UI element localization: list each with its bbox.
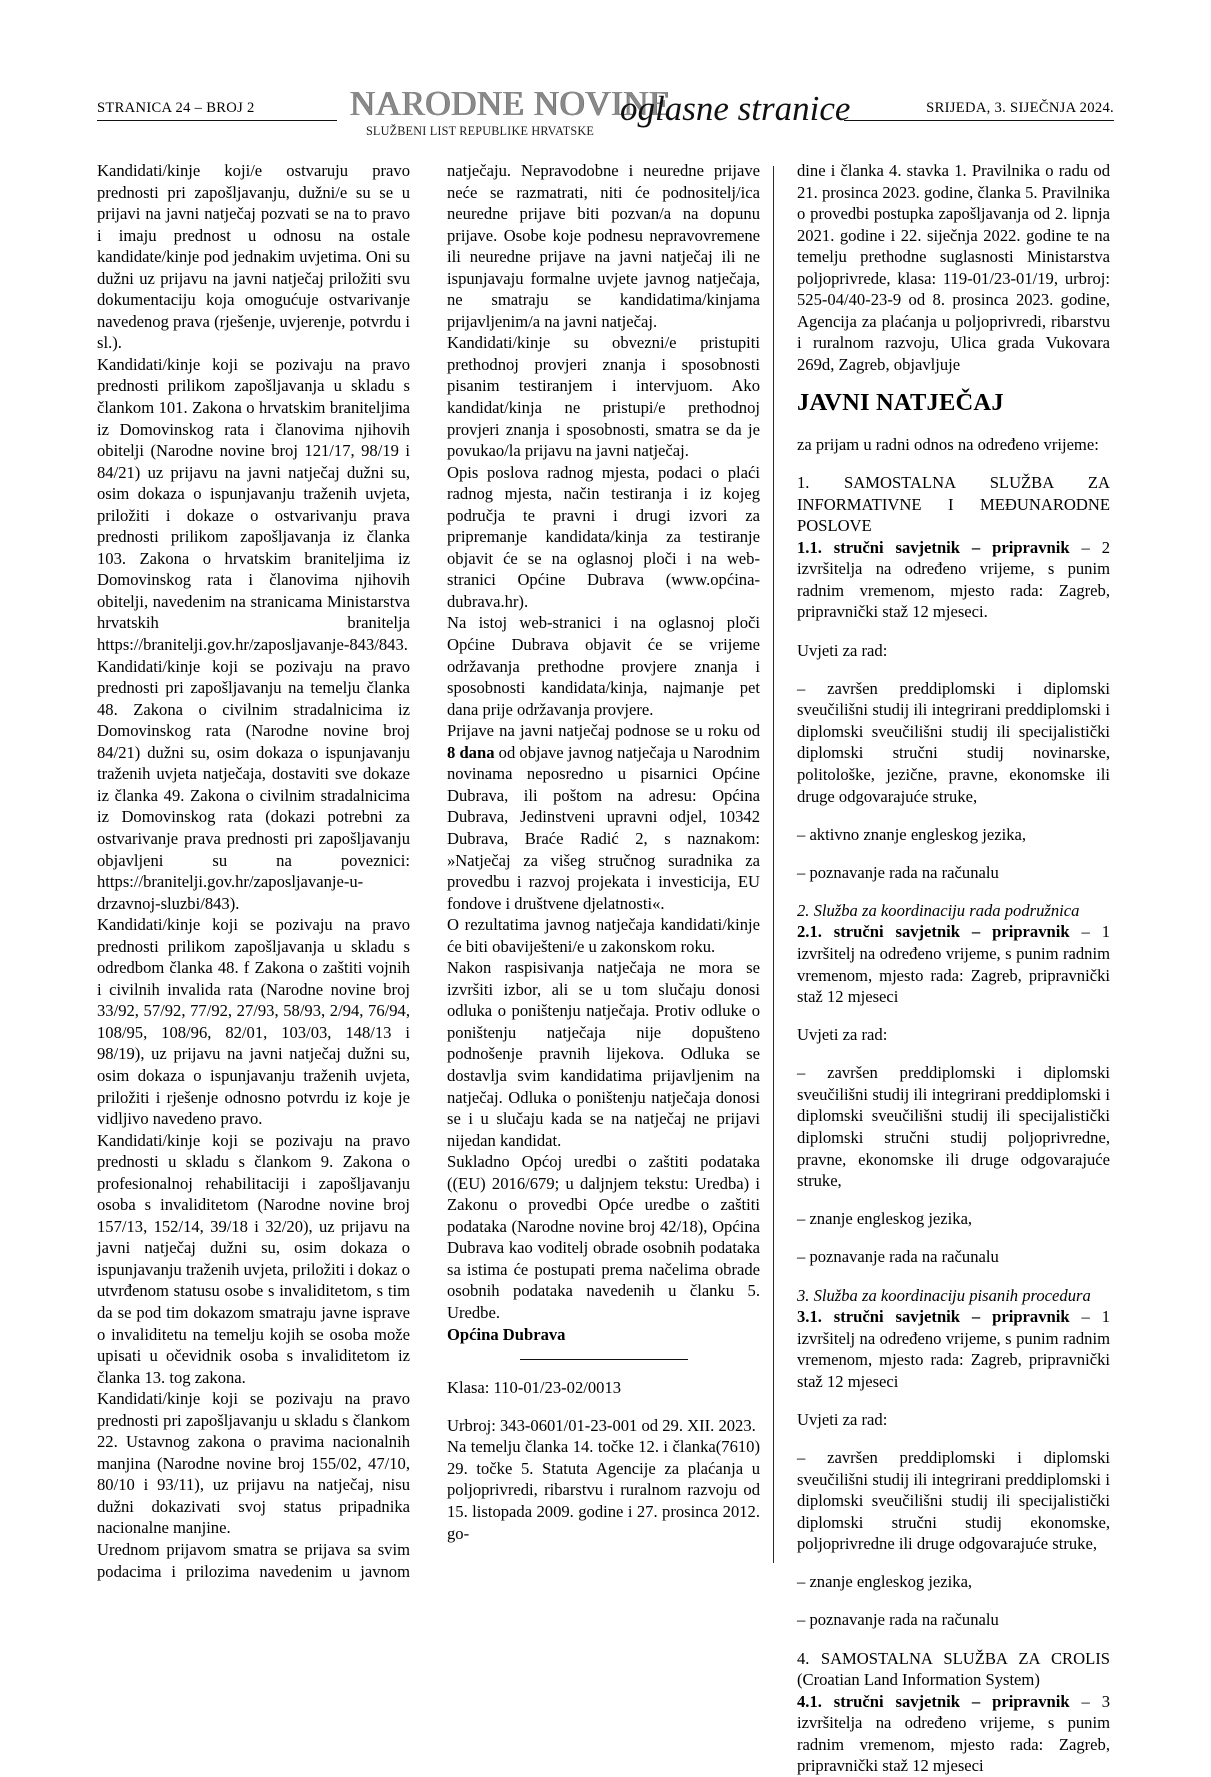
job-listing [797, 1306, 1110, 1392]
publication-subtitle: SLUŽBENI LIST REPUBLIKE HRVATSKE [365, 123, 595, 138]
masthead [97, 86, 1114, 142]
paragraph: Opis poslova radnog mjesta, podaci o plaći radnog mjesta, način testiranja i iz kojeg područja te pravni i drugi izvori za pripremanje kandidata/kinja za testiranje objavit će se na oglasnoj ploči i na web-stranici Općine Dubrava (www.općina-dubrava.hr). [447, 462, 760, 611]
publication-title: NARODNE NOVINE [350, 84, 671, 123]
deadline-days: 8 dana [447, 742, 495, 762]
section-title: oglasne stranice [620, 89, 851, 128]
page-number-label: STRANICA 24 – BROJ 2 [97, 100, 255, 116]
notice-legal-basis: dine i članka 4. stavka 1. Pravilnika o radu od 21. prosinca 2023. godine, članka 5. Pravilnika o provedbi postupka zapošljavanja od 2. lipnja 2021. godine i 22. siječnja 2022. godine te na temelju prethodne suglasnosti Ministarstva poljoprivrede, klasa: 119-01/23-01/19, urbroj: 525-04/40-23-9 od 8. prosinca 2023. godine, Agencija za plaćanja u poljoprivredi, ribarstvu i ruralnom razvoju, Ulica grada Vukovara 269d, Zagreb, objavljuje [797, 161, 1110, 374]
service-heading: 3. Služba za koordinaciju pisanih procedura [797, 1285, 1091, 1305]
condition-item: – poznavanje rada na računalu [797, 1247, 999, 1267]
article-columns [97, 160, 1114, 1776]
masthead-right [844, 100, 1114, 121]
job-detail: – 2 izvršitelja na određeno vrijeme, s punim radnim vremenom, mjesto rada: Zagreb, pripravnički staž 12 mjeseci. [797, 537, 1110, 622]
section-divider [520, 1359, 688, 1360]
job-title: 4.1. stručni savjetnik – pripravnik [797, 1691, 1070, 1711]
condition-item: – znanje engleskog jezika, [797, 1572, 973, 1592]
paragraph: Kandidati/kinje su obvezni/e pristupiti prethodnoj provjeri znanja i sposobnosti pisanim testiranjem i intervjuom. Ako kandidat/kinja ne pristupi/e prethodnoj provjeri znanja i sposobnosti, smatra se da je povukao/la prijavu na javni natječaj. [447, 333, 760, 461]
masthead-right-rule [844, 120, 1114, 121]
job-title: 1.1. stručni savjetnik – pripravnik [797, 537, 1070, 557]
deadline-text-before: Prijave na javni natječaj podnose se u roku od [447, 721, 760, 741]
ad-reference-number: (7610) [715, 1437, 760, 1457]
issue-date-label: SRIJEDA, 3. SIJEČNJA 2024. [926, 100, 1114, 116]
job-title: 3.1. stručni savjetnik – pripravnik [797, 1307, 1070, 1327]
job-detail: – 1 izvršitelj na određeno vrijeme, s punim radnim vremenom, mjesto rada: Zagreb, pripravnički staž 12 mjeseci [797, 922, 1110, 1007]
condition-item: – završen preddiplomski i diplomski sveučilišni studij ili integrirani preddiplomski i diplomski sveučilišni studij ili specijalistički diplomski stručni studij novinarske, politološke, jezične, pravne, ekonomske ili druge odgovarajuće struke, [797, 678, 1110, 806]
paragraph: Sukladno Općoj uredbi o zaštiti podataka ((EU) 2016/679; u daljnjem tekstu: Uredba) i Zakonu o provedbi Opće uredbe o zaštiti podataka (Narodne novine broj 42/18), Općina Dubrava kao voditelj obrade osobnih podataka sa istima će postupati prema načelima obrade osobnih podataka navedenih u članku 5. Uredbe. [447, 1152, 760, 1322]
column-2 [447, 160, 760, 1544]
notice-subheading: za prijam u radni odnos na određeno vrijeme: [797, 435, 1099, 455]
notice-heading: JAVNI NATJEČAJ [797, 389, 1004, 417]
signature-authority: Općina Dubrava [447, 1324, 566, 1344]
masthead-center [350, 84, 671, 139]
service-heading: 1. SAMOSTALNA SLUŽBA ZA INFORMATIVNE I MEĐUNARODNE POSLOVE [797, 473, 1110, 536]
paragraph: Kandidati/kinje koji se pozivaju na pravo prednosti u skladu s člankom 9. Zakona o profesionalnoj rehabilitaciji i zapošljavanju osoba s invaliditetom (Narodne novine broj 157/13, 152/14, 39/18 i 32/20), uz prijavu na javni natječaj dužni su, osim dokaza o ispunjavanju traženih uvjeta, priložiti i dokaz o utvrđenom statusu osobe s invaliditetom, s tim da se pod tim dokazom smatraju javne isprave o invaliditetu na temelju kojih se osoba može upisati u očevidnik osoba s invaliditetom iz članka 13. tog zakona. [97, 1130, 410, 1387]
job-listing [797, 921, 1110, 1007]
condition-item: – završen preddiplomski i diplomski sveučilišni studij ili integrirani preddiplomski i diplomski sveučilišni studij ili specijalistički diplomski stručni studij ekonomske, poljoprivredne ili druge odgovarajuće struke, [797, 1448, 1110, 1554]
masthead-left-rule [97, 120, 337, 121]
condition-item: – poznavanje rada na računalu [797, 862, 999, 882]
klasa-reference: Klasa: 110-01/23-02/0013 [447, 1377, 622, 1397]
service-heading: 4. SAMOSTALNA SLUŽBA ZA CROLIS (Croatian Land Information System) [797, 1648, 1110, 1690]
paragraph: Na istoj web-stranici i na oglasnoj ploči Općine Dubrava objavit će se vrijeme održavanja prethodne provjere znanja i sposobnosti kandidata/kinja, najmanje pet dana prije održavanja provjere. [447, 613, 760, 719]
service-heading: 2. Služba za koordinaciju rada podružnica [797, 900, 1080, 920]
column-3 [797, 160, 1110, 1777]
condition-item: – aktivno znanje engleskog jezika, [797, 824, 1027, 844]
conditions-label: Uvjeti za rad: [797, 640, 888, 660]
paragraph: Nakon raspisivanja natječaja ne mora se izvršiti izbor, ali se u tom slučaju donosi odluka o poništenju natječaja. Protiv odluke o poništenju natječaja nije dopušteno podnošenje pravnih lijekova. Odluka se dostavlja svim kandidatima prijavljenim na natječaj. Odluka o poništenju natječaja donosi se i u slučaju kada se na natječaj ne prijavi nijedan kandidat. [447, 958, 760, 1150]
paragraph: Kandidati/kinje koji se pozivaju na pravo prednosti prilikom zapošljavanja u skladu s odredbom članka 48. f Zakona o zaštiti vojnih i civilnih invalida rata (Narodne novine broj 33/92, 57/92, 77/92, 27/93, 58/93, 2/94, 76/94, 108/95, 108/96, 82/01, 103/03, 148/13 i 98/19), uz prijavu na javni natječaj dužni su, osim dokaza o ispunjavanju traženih uvjeta, priložiti i rješenje odnosno potvrdu iz koje je vidljivo navedeno pravo. [97, 915, 410, 1129]
paragraph: Kandidati/kinje koji se pozivaju na pravo prednosti pri zapošljavanju na temelju članka 48. Zakona o civilnim stradalnicima iz Domovinskog rata (Narodne novine broj 84/21) dužni su, osim dokaza o ispunjavanju traženih uvjeta natječaja, dostaviti sve dokaze iz članka 49. Zakona o civilnim stradalnicima iz Domovinskog rata (dokazi potrebni za ostvarivanje prava prednosti pri zapošljavanju objavljeni su na poveznici: https://branitelji.gov.hr/zaposljavanje-u-drzavnoj-sluzbi/843). [97, 656, 410, 913]
condition-item: – znanje engleskog jezika, [797, 1209, 973, 1229]
next-notice-intro: Na temelju članka 14. točke 12. i članka 29. točke 5. Statuta Agencije za plaćanja u poljoprivredi, ribarstvu i ruralnom razvoju od 15. listopada 2009. godine i 27. prosinca 2012. go- [447, 1437, 760, 1543]
job-detail: – 1 izvršitelj na određeno vrijeme, s punim radnim vremenom, mjesto rada: Zagreb, pripravnički staž 12 mjeseci [797, 1307, 1110, 1391]
application-deadline-paragraph [447, 720, 760, 914]
paragraph: Urednom prijavom smatra se prijava sa svim podacima i prilozima navedenim u javnom [97, 1540, 410, 1581]
job-title: 2.1. stručni savjetnik – pripravnik [797, 922, 1070, 942]
paragraph: Kandidati/kinje koji se pozivaju na pravo prednosti pri zapošljavanju u skladu s člankom 22. Ustavnog zakona o pravima nacionalnih manjina (Narodne novine broj 155/02, 47/10, 80/10 i 93/11), uz prijavu na natječaj, nisu dužni dokazivati svoj status pripadnika nacionalne manjine. [97, 1389, 410, 1538]
paragraph: natječaju. Nepravodobne i neuredne prijave neće se razmatrati, niti će podnositelj/ica neuredne prijave biti pozvan/a na dopunu prijave. Osobe koje podnesu nepravovremene ili neuredne prijave na javni natječaj ili ne ispunjavaju formalne uvjete javnog natječaja, ne smatraju se kandidatima/kinjama prijavljenim/a na javni natječaj. [447, 161, 760, 331]
paragraph: Kandidati/kinje koji/e ostvaruju pravo prednosti pri zapošljavanju, dužni/e su se u prijavi na javni natječaj pozvati se na to pravo i imaju prednost u odnosu na ostale kandidate/kinje pod jednakim uvjetima. Oni su dužni uz prijavu na javni natječaj priložiti svu dokumentaciju koja omogućuje ostvarivanje navedenog prava (rješenje, uvjerenje, potvrdu i sl.). [97, 161, 410, 353]
paragraph: O rezultatima javnog natječaja kandidati/kinje će biti obaviješteni/e u zakonskom roku. [447, 915, 760, 956]
condition-item: – poznavanje rada na računalu [797, 1610, 999, 1630]
conditions-label: Uvjeti za rad: [797, 1409, 888, 1429]
job-listing [797, 537, 1110, 623]
condition-item: – završen preddiplomski i diplomski sveučilišni studij ili integrirani preddiplomski i diplomski sveučilišni studij ili specijalistički diplomski stručni studij poljoprivredne, pravne, ekonomske ili druge odgovarajuće struke, [797, 1063, 1110, 1191]
paragraph: Kandidati/kinje koji se pozivaju na pravo prednosti prilikom zapošljavanja u skladu s člankom 101. Zakona o hrvatskim braniteljima iz Domovinskog rata i članovima njihovih obitelji (Narodne novine broj 121/17, 98/19 i 84/21) uz prijavu na javni natječaj dužni su, osim dokaza o ispunjavanju traženih uvjeta, priložiti i dokaze o ostvarivanju prava prednosti prilikom zapošljavanja iz članka 103. Zakona o hrvatskim braniteljima iz Domovinskog rata i članovima njihovih obitelji, navedenim na stranicama Ministarstva hrvatskih branitelja https://branitelji.gov.hr/zaposljavanje-843/843. [97, 354, 410, 655]
deadline-text-after: od objave javnog natječaja u Narodnim novinama neposredno u pisarnici Općine Dubrava, ili poštom na adresu: Općina Dubrava, Jedinstveni upravni odjel, 10342 Dubrava, Braće Radić 2, s naznakom: »Natječaj za višeg stručnog suradnika za provedbu i razvoj projekata i investicija, EU fondove i društvene djelatnosti«. [447, 742, 760, 913]
masthead-left [97, 100, 337, 121]
conditions-label: Uvjeti za rad: [797, 1025, 888, 1045]
column-divider-rule [773, 166, 774, 1563]
job-listing [797, 1691, 1110, 1777]
urbroj-reference [447, 1415, 760, 1457]
job-detail: – 3 izvršitelja na određeno vrijeme, s punim radnim vremenom, mjesto rada: Zagreb, pripravnički staž 12 mjeseci [797, 1691, 1110, 1776]
column-1 [97, 160, 410, 1604]
urbroj-text: Urbroj: 343-0601/01-23-001 od 29. XII. 2023. [447, 1415, 756, 1435]
